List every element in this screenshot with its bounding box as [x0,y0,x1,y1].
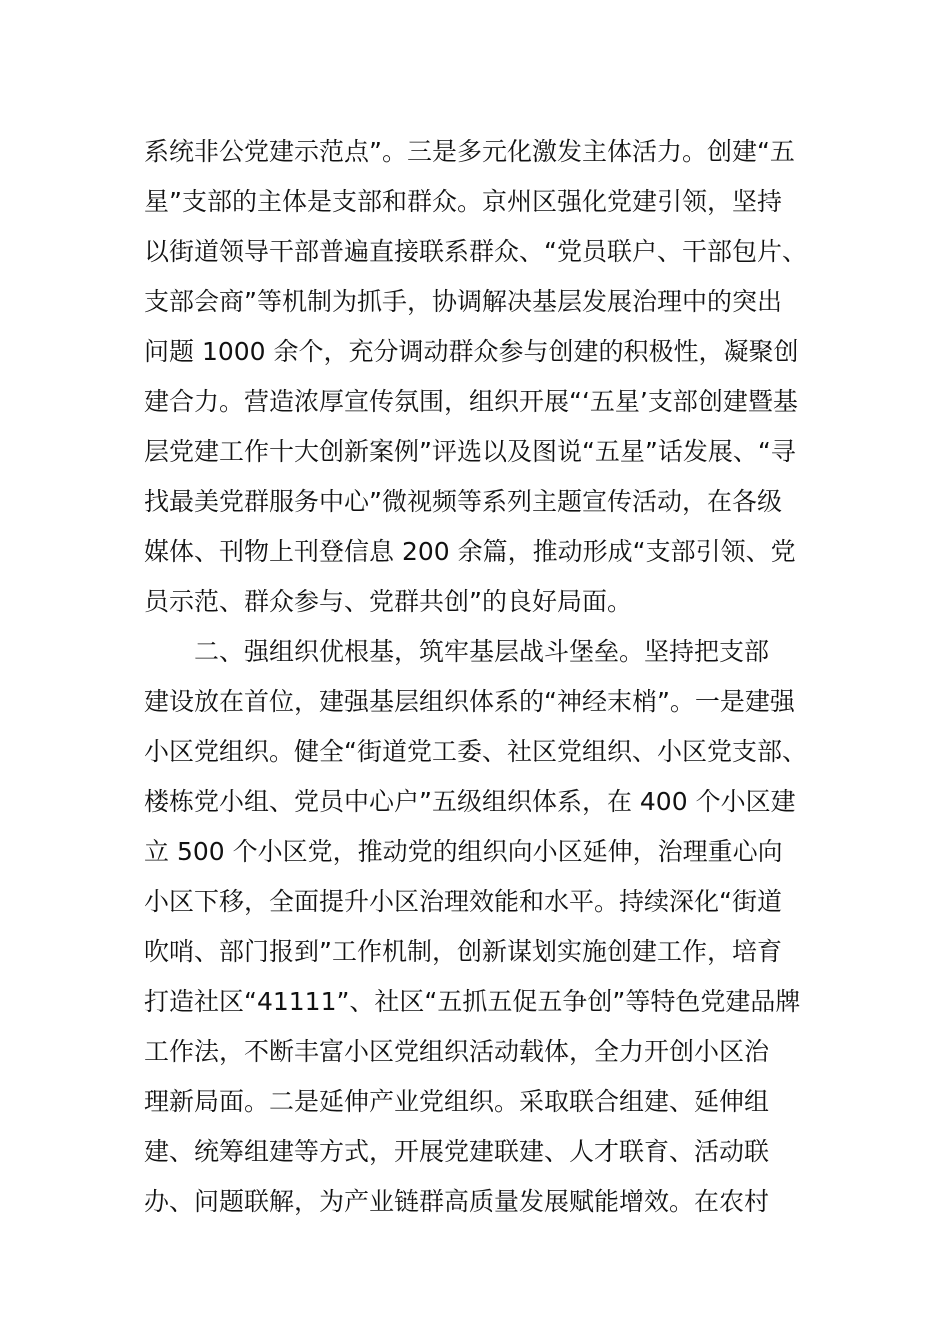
text-line-22: 办、问题联解，为产业链群高质量发展赋能增效。在农村 [144,1187,770,1216]
text-line-6: 建合力。营造浓厚宣传氛围，组织开展“‘五星’支部创建暨基 [144,387,798,416]
text-line-12: 建设放在首位，建强基层组织体系的“神经末梢”。一是建强 [144,687,795,716]
text-line-14: 楼栋党小组、党员中心户”五级组织体系，在 400 个小区建 [144,787,796,816]
text-line-9: 媒体、刊物上刊登信息 200 余篇，推动形成“支部引领、党 [144,537,796,566]
text-line-15: 立 500 个小区党，推动党的组织向小区延伸，治理重心向 [144,837,783,866]
text-line-20: 理新局面。二是延伸产业党组织。采取联合组建、延伸组 [144,1087,770,1116]
text-line-8: 找最美党群服务中心”微视频等系列主题宣传活动，在各级 [144,487,782,516]
text-line-21: 建、统筹组建等方式，开展党建联建、人才联育、活动联 [144,1137,770,1166]
text-line-5: 问题 1000 余个，充分调动群众参与创建的积极性，凝聚创 [144,337,799,366]
text-line-18: 打造社区“41111”、社区“五抓五促五争创”等特色党建品牌 [144,987,801,1016]
section-heading-line: 二、强组织优根基，筑牢基层战斗堡垒。坚持把支部 [194,637,770,666]
text-line-3: 以街道领导干部普遍直接联系群众、“党员联户、干部包片、 [144,237,807,266]
text-line-10: 员示范、群众参与、党群共创”的良好局面。 [144,587,632,616]
text-line-2: 星”支部的主体是支部和群众。京州区强化党建引领，坚持 [144,187,782,216]
text-line-17: 吹哨、部门报到”工作机制，创新谋划实施创建工作，培育 [144,937,782,966]
text-line-16: 小区下移，全面提升小区治理效能和水平。持续深化“街道 [144,887,782,916]
text-line-1: 系统非公党建示范点”。三是多元化激发主体活力。创建“五 [144,137,795,166]
text-line-4: 支部会商”等机制为抓手，协调解决基层发展治理中的突出 [144,287,782,316]
body-text [144,127,824,1227]
text-line-7: 层党建工作十大创新案例”评选以及图说“五星”话发展、“寻 [144,437,796,466]
text-line-13: 小区党组织。健全“街道党工委、社区党组织、小区党支部、 [144,737,807,766]
text-line-19: 工作法，不断丰富小区党组织活动载体，全力开创小区治 [144,1037,770,1066]
